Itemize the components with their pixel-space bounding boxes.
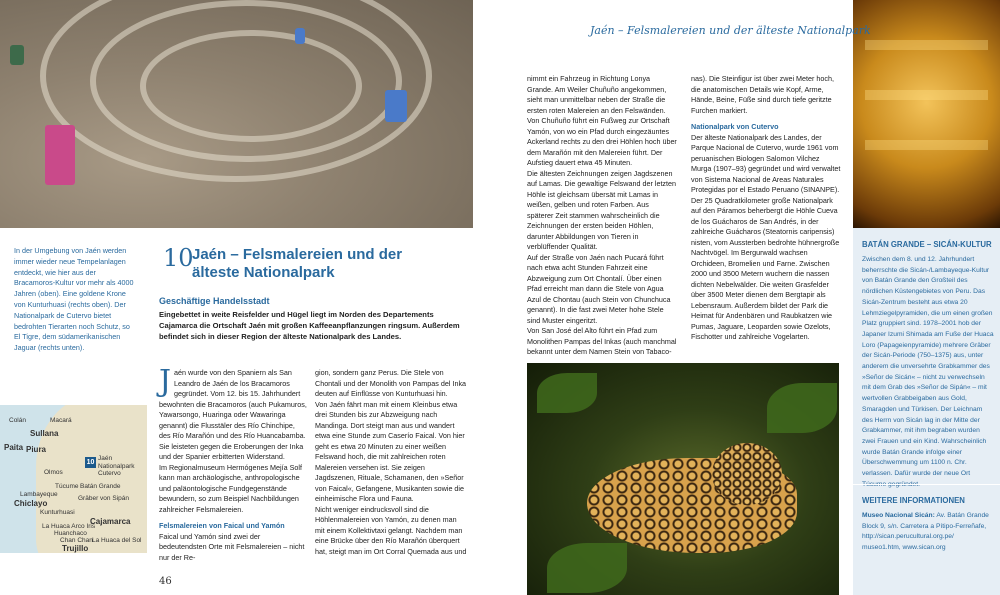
region-map: 10 Colán Sullana Macará Paita Piura Jaén Nationalpark Cutervo Olmos Túcume Batán Grande Lambayeque Chiclayo Gräber von Sipán Kunturhuasi La Huaca Arco Iris Huanchaco Chan Chan Trujillo Cajamarca La Huaca del Sol [0,405,147,553]
running-head: Jaén – Felsmalereien und der älteste Nationalpark [590,24,871,37]
page-number: 46 [159,576,172,587]
text-column-3: nimmt ein Fahrzeug in Richtung Lonya Grande. Am Weiler Chuñuño angekommen, sieht man unmittelbar neben der Straße die ersten roten Malereien an den Felswänden. Von Chuñuño führt ein Fußweg zur Ortschaft Yamón, von wo ein Pfad durch eingezäuntes Ackerland rechts zu den drei Höhlen hoch über dem Marañón mit den Malereien führt. Der Aufstieg dauert etwa 45 Minuten. Die ältesten Zeichnungen zeigen Jagdszenen auf Lamas. Die gewaltige Felswand der letzten Höhle ist gleichsam übersät mit Lamas in weißen, gelben und roten Farben. Aus späterer Zeit stammen wahrscheinlich die Zeichnungen der ersten beiden Höhlen, darunter Abbildungen von Tieren in verblüffender Qualität. Auf der Straße von Jaén nach Pucará führt nach etwa acht Stunden Fahrzeit eine Abzweigung zum Ort Chontalí. Über einen Pfad erreicht man dann die Stele von Agua Azul de Chontau (auch Stein von Chunchuca genannt). In die fast zwei Meter hohe Stele sind Muster eingeritzt. Von San José del Alto führt ein Pfad zum Monolithen Pampas del Inkas (auch manchmal bekannt unter dem Namen Stein von Tabaco- [527,74,677,356]
sidebar-divider [853,484,1000,485]
jaguar-photo [527,363,839,595]
golden-crown-photo [853,0,1000,228]
sidebar-body: Zwischen dem 8. und 12. Jahrhundert beherrschte die Sicán-/Lambayeque-Kultur von Batán Grande den Großteil des nördlichen Küstengebietes von Peru. Das Sicán-Zentrum besteht aus etwa 20 Lehmziegelpyramiden, die um einen großen Platz gruppiert sind. 1978–2001 hob der Japaner Izumi Shimada am Fuße der Huaca Loro (Papageienpyramide) mehrere Gräber der Sicán-Periode (750–1375) aus, unter anderem die unversehrte Grabkammer des »Señor de Sicán« – nicht zu verwechseln mit dem Grab des »Señor de Sipán« – mit wertvollen Grabbeigaben aus Gold, Smaragden und Türkisen. Der Leichnam des Herrn von Sicán lag in der Mitte der Grabkammer, mit ihm begraben wurden zwei Frauen und ein Kind. Wahrscheinlich wurde Batán Grande infolge einer Überschwemmung um 1100 n. Chr. verlassen. Dafür wurde der neue Ort [862,256,994,478]
text-column-4: nas). Die Steinfigur ist über zwei Meter hoch, die anatomischen Details wie Kopf, Arme, Hände, Beine, Füße sind durch tiefe geritzte Furchen markiert. Nationalpark von Cutervo Der älteste Nationalpark des Landes, der Parque Nacional de Cutervo, wurde 1961 vom peruanischen Biologen Salomon Vilchez Murga (1907–93) gegründet und wird verwaltet von Sistema Nacional de Areas Naturales Protegidas por el Estado Peruano (SINANPE). Der 25 Quadratkilometer große Nationalpark auf den Páramos beherbergt die Höhle Cueva de los Guácharos de San Andrés, in der zahlreiche Guácharos (Steatornis caripensis) nisten, vom Aussterben bedrohte hühnergroße Nachtvögel. Im Bergurwald wachsen Orchideen, Bromelien und Farne. Zwischen 2000 und 3500 Metern wuchern die nassen dichten Nebelwälder. Die weiten Grasfelder über 3500 Meter dienen dem Bergtapir als Lebensraum. Außerdem bildet der Park die Heimat für Andenbären und Raubkatzen wie Pumas, Jaguare, Leoparden sowie Ozelots, Fischotter und zahlreiche Vogelarten. [691,74,841,341]
info-text: Museo Nacional Sicán: Av. Batán Grande Block 9, s/n. Carretera a Pítipo-Ferreñafe, http://sican.perucultural.org.pe/ museo1.htm, www.sican.org [862,512,989,552]
section-title: Jaén – Felsmalereien und der älteste Nationalpark [192,246,403,281]
lead-paragraph: Eingebettet in weite Reisfelder und Hügel liegt im Norden des Departements Cajamarca die Ortschaft Jaén mit großen Kaffeeanpflanzungen ringsum. Außerdem befindet sich in dieser Region der älteste Nationalpark des Landes. [159,310,460,341]
photo-caption: In der Umgebung von Jaén werden immer wieder neue Tempelanlagen entdeckt, wie hier aus der Bracamoros-Kultur vor mehr als 4000 Jahren (oben). Eine goldene Krone von Kunturhuasi (rechts oben). Der Nationalpark de Cutervo bietet bedrohten Tierarten noch Schutz, so El Tigre, dem südamerikanischen Jaguar (rechts unten). [14,246,134,353]
map-marker: 10 [86,459,95,466]
column-heading: Felsmalereien von Faical und Yamón [159,521,285,530]
info-title: WEITERE INFORMATIONEN [862,496,965,505]
text-column-1: Jaén wurde von den Spaniern als San Leandro de Jaén de los Bracamoros gegründet. Vom 12. bis 15. Jahrhundert bewohnten die Bracamoros (auch Pukamuros, Yawarsongo, Huaringa oder Wawaringa genannt) die Flusstäler des Río Chinchipe, des Río Marañón und des Río Huancabamba. Sie leisteten gegen die Eroberungen der Inka und der Spanier erbitterten Widerstand. Im Regionalmuseum Hermógenes Mejía Solf kann man archäologische, anthropologische und paläontologische Fundgegenstände bewundern, so zum Beispiel Nachbildungen zahlreicher Felsmalereien. Felsmalereien von Faical und Yamón Faical und Yamón sind zwei der bedeutendsten Orte mit Felsmalereien – nicht nur der Re- [159,364,307,562]
section-number: 10 [163,244,194,272]
text-column-2: gion, sondern ganz Perus. Die Stele von Chontali und der Monolith von Pampas del Inka deuten auf Einflüsse von Kunturhuasi hin. Von Jaén fährt man mit einem Kleinbus etwa drei Stunden bis zur Abzweigung nach Mandinga. Dort steigt man aus und wandert etwa eine Stunde zum Caserío Faical. Von hier geht es etwa 20 Minuten zu einer weißen Felswand hoch, die mit zahlreichen roten Malereien versehen ist. Sie zeigen Jagdszenen, Rituale, Schamanen, den »Señor von Faical«, Gefangene, Musikanten sowie die einheimische Flora und Fauna. Nicht weniger eindrucksvoll sind die Höhlenmalereien von Yamón, zu denen man mit einem Kollektivtaxi gelangt. Nachdem man eine Brücke über den Río Marañón überquert hat, steigt man im Ort Corral Quemada aus und [315,368,467,556]
subheading: Geschäftige Handelsstadt [159,296,270,306]
dropcap: J [159,364,172,399]
column-heading: Nationalpark von Cutervo [691,122,779,131]
excavation-photo [0,0,473,228]
sidebar-title: BATÁN GRANDE – SICÁN-KULTUR [862,240,992,249]
